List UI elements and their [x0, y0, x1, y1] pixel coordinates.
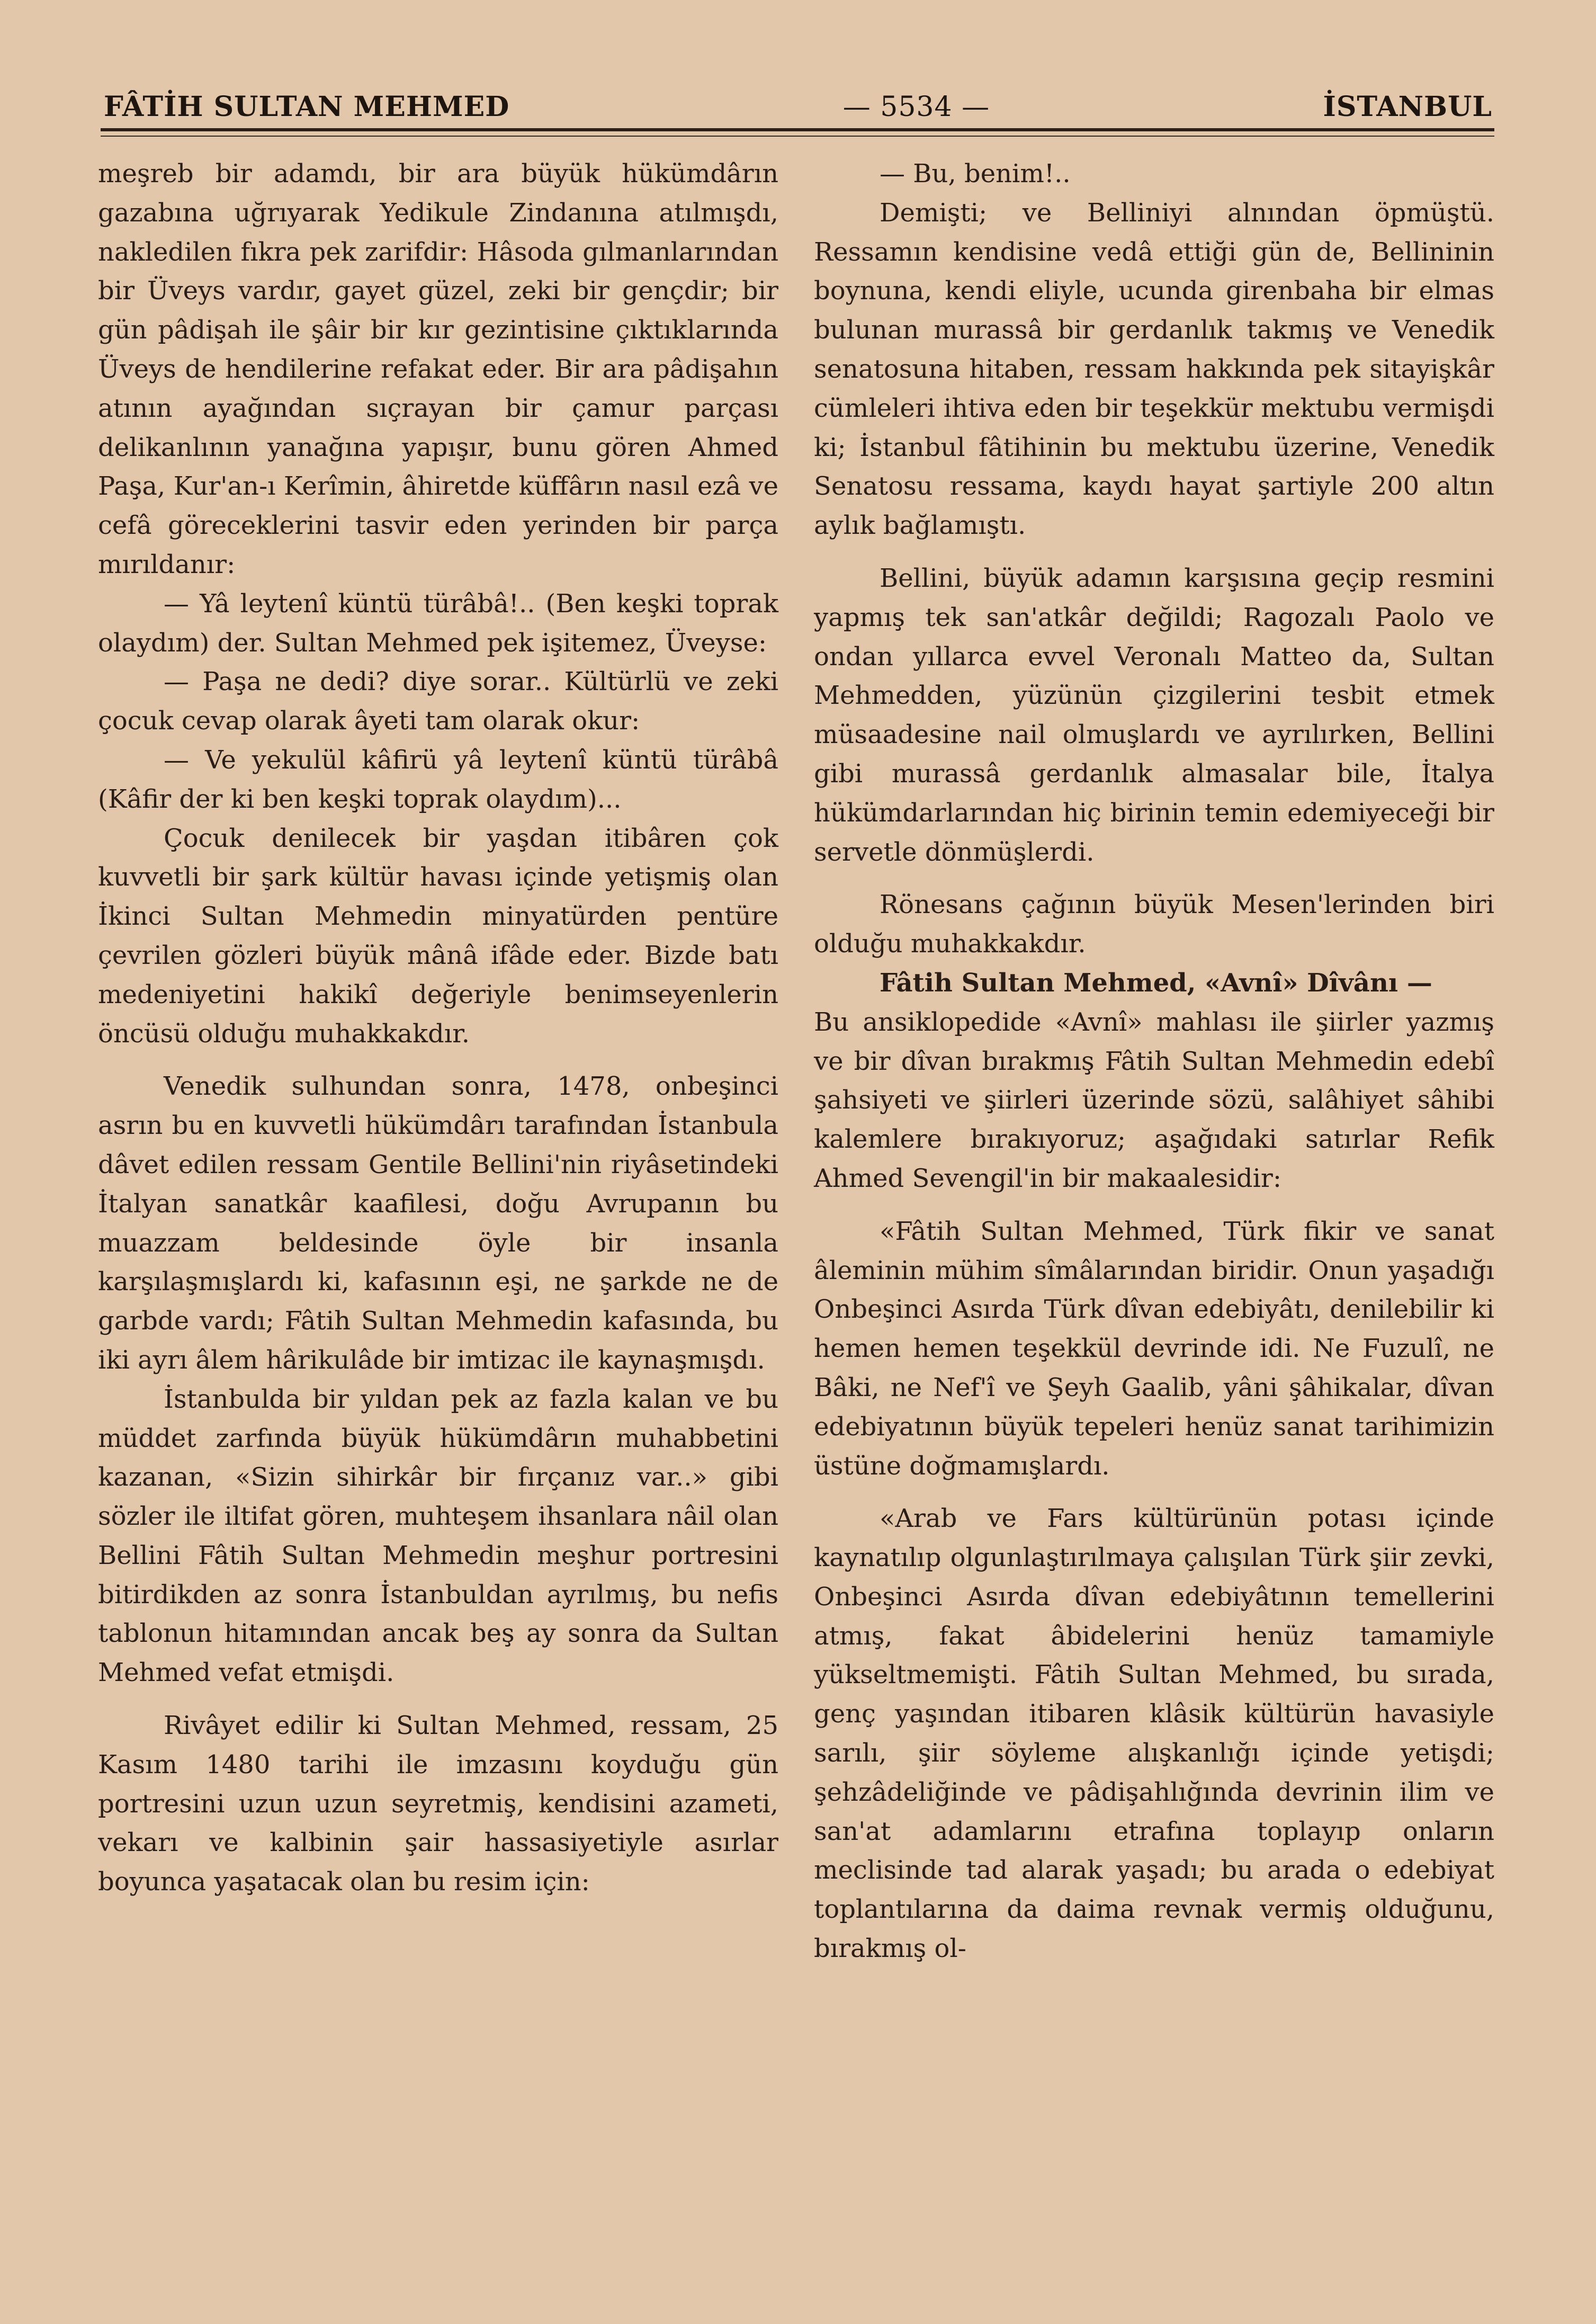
- paragraph: Çocuk denilecek bir yaşdan itibâren çok kuvvetli bir şark kültür havası içinde yetişmiş olan İkinci Sultan Mehmedin minyatürden pentüre çevrilen gözleri büyük mânâ ifâde eder. Bizde batı medeniyetini hakikî değeriyle benimseyenlerin öncüsü olduğu muhakkakdır.: [98, 823, 778, 1049]
- paragraph: Venedik sulhundan sonra, 1478, onbeşinci asrın bu en kuvvetli hükümdârı tarafından İstanbula dâvet edilen ressam Gentile Bellini'nin riyâsetindeki İtalyan sanatkâr kaafilesi, doğu Avrupanın bu muazzam beldesinde öyle bir insanla karşılaşmışlardı ki, kafasının eşi, ne şarkde ne de garbde vardı; Fâtih Sultan Mehmedin kafasında, bu iki ayrı âlem hârikulâde bir imtizac ile kaynaşmışdı.: [98, 1071, 778, 1375]
- paragraph: — Ve yekulül kâfirü yâ leytenî küntü türâbâ (Kâfir der ki ben keşki toprak olaydım)...: [98, 745, 778, 814]
- paragraph: — Paşa ne dedi? diye sorar.. Kültürlü ve zeki çocuk cevap olarak âyeti tam olarak okur:: [98, 667, 778, 736]
- header-rule: [101, 128, 1494, 131]
- paragraph: — Yâ leytenî küntü türâbâ!.. (Ben keşki toprak olaydım) der. Sultan Mehmed pek işitemez, Üveyse:: [98, 588, 778, 658]
- paragraph: — Bu, benim!..: [880, 159, 1071, 189]
- running-header: [104, 79, 1492, 123]
- header-rule-thin: [101, 136, 1494, 137]
- paragraph: Bellini, büyük adamın karşısına geçip resmini yapmış tek san'atkâr değildi; Ragozalı Paolo ve ondan yıllarca evvel Veronalı Matteo da, Sultan Mehmedden, yüzünün çizgilerini tesbit etmek müsaadesine nail olmuşlardı ve ayrılırken, Bellini gibi murassâ gerdanlık almasalar bile, İtalya hükümdarlarından hiç birinin temin edemiyeceği bir servetle dönmüşlerdi.: [814, 563, 1494, 867]
- paragraph: Demişti; ve Belliniyi alnından öpmüştü. Ressamın kendisine vedâ ettiği gün de, Bellininin boynuna, kendi eliyle, ucunda girenbaha bir elmas bulunan murassâ bir gerdanlık takmış ve Venedik senatosuna hitaben, ressam hakkında pek sitayişkâr cümleleri ihtiva eden bir teşekkür mektubu vermişdi ki; İstanbul fâtihinin bu mektubu üzerine, Venedik Senatosu ressama, kaydı hayat şartiyle 200 altın aylık bağlamıştı.: [814, 198, 1494, 541]
- paragraph: Bu ansiklopedide «Avnî» mahlası ile şiirler yazmış ve bir dîvan bırakmış Fâtih Sultan Mehmedin edebî şahsiyeti ve şiirleri üzerinde sözü, salâhiyet sâhibi kalemlere bırakıyoruz; aşağıdaki satırlar Refik Ahmed Sevengil'in bir makaalesidir:: [814, 1007, 1494, 1193]
- header-title: FÂTİH SULTAN MEHMED: [104, 91, 510, 123]
- section-heading: [814, 964, 1494, 1003]
- page-number: — 5534 —: [842, 91, 990, 123]
- right-column: [814, 155, 1494, 1969]
- paragraph: «Arab ve Fars kültürünün potası içinde kaynatılıp olgunlaştırılmaya çalışılan Türk şiir zevki, Onbeşinci Asırda dîvan edebiyâtının temellerini atmış, fakat âbidelerini henüz tamamiyle yükseltmemişti. Fâtih Sultan Mehmed, bu sırada, genç yaşından itibaren klâsik kültürün havasiyle sarılı, şiir söyleme alışkanlığı içinde yetişdi; şehzâdeliğinde ve pâdişahlığında devrinin ilim ve san'at adamlarını etrafına toplayıp onların meclisinde tad alarak yaşadı; bu arada o edebiyat toplantılarına da daima revnak vermiş olduğunu, bırakmış ol-: [814, 1504, 1494, 1964]
- paragraph: Rönesans çağının büyük Mesen'lerinden biri olduğu muhakkakdır.: [814, 890, 1494, 959]
- paragraph: «Fâtih Sultan Mehmed, Türk fikir ve sanat âleminin mühim sîmâlarından biridir. Onun yaşadığı Onbeşinci Asırda Türk dîvan edebiyâtı, denilebilir ki hemen hemen teşekkül devrinde idi. Ne Fuzulî, ne Bâki, ne Nef'î ve Şeyh Gaalib, yâni şâhikalar, dîvan edebiyatının büyük tepeleri henüz sanat tarihimizin üstüne doğmamışlardı.: [814, 1216, 1494, 1481]
- paragraph: Rivâyet edilir ki Sultan Mehmed, ressam, 25 Kasım 1480 tarihi ile imzasını koyduğu gün portresini uzun uzun seyretmiş, kendisini azameti, vekarı ve kalbinin şair hassasiyetiyle asırlar boyunca yaşatacak olan bu resim için:: [98, 1711, 778, 1897]
- paragraph: İstanbulda bir yıldan pek az fazla kalan ve bu müddet zarfında büyük hükümdârın muhabbetini kazanan, «Sizin sihirkâr bir fırçanız var..» gibi sözler ile iltifat gören, muhteşem ihsanlara nâil olan Bellini Fâtih Sultan Mehmedin meşhur portresini bitirdikden az sonra İstanbuldan ayrılmış, bu nefis tablonun hitamından ancak beş ay sonra da Sultan Mehmed vefat etmişdi.: [98, 1384, 778, 1688]
- section-heading-text: Fâtih Sultan Mehmed, «Avnî» Dîvânı —: [880, 968, 1432, 998]
- left-column: [98, 155, 778, 1902]
- paragraph: meşreb bir adamdı, bir ara büyük hükümdârın gazabına uğrıyarak Yedikule Zindanına atılmışdı, nakledilen fıkra pek zarifdir: Hâsoda gılmanlarından bir Üveys vardır, gayet güzel, zeki bir gençdir; bir gün pâdişah ile şâir bir kır gezintisine çıktıklarında Üveys de hendilerine refakat eder. Bir ara pâdişahın atının ayağından sıçrayan bir çamur parçası delikanlının yanağına yapışır, bunu gören Ahmed Paşa, Kur'an-ı Kerîmin, âhiretde küffârın nasıl ezâ ve cefâ göreceklerini tasvir eden yerinden bir parça mırıldanır:: [98, 159, 778, 579]
- header-section: İSTANBUL: [1323, 91, 1492, 123]
